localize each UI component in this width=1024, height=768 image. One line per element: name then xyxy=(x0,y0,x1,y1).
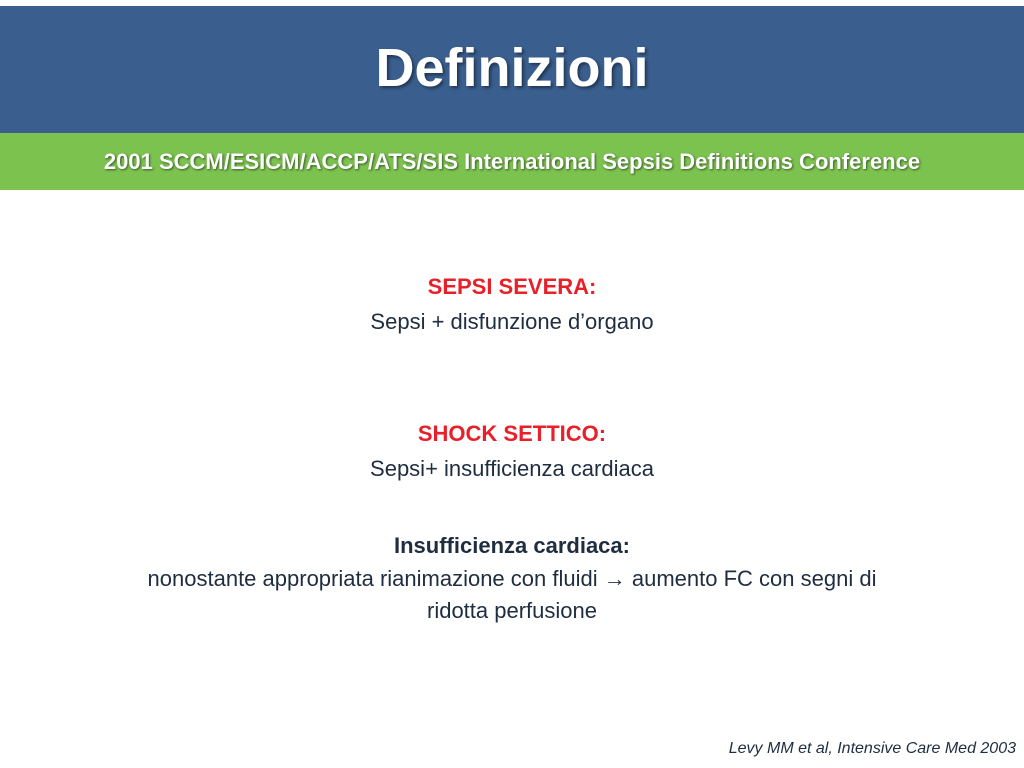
section-insufficienza-cardiaca xyxy=(60,533,964,627)
section-shock-settico xyxy=(60,421,964,485)
citation: Levy MM et al, Intensive Care Med 2003 xyxy=(728,740,1016,757)
subtitle-bar xyxy=(0,133,1024,190)
section-sepsi-severa xyxy=(60,274,964,338)
right-arrow-icon: → xyxy=(603,566,626,591)
section-heading: Insufficienza cardiaca: xyxy=(394,533,630,558)
section-text-line2: ridotta perfusione xyxy=(427,598,597,623)
section-text-line1 xyxy=(60,563,964,595)
slide-subtitle: 2001 SCCM/ESICM/ACCP/ATS/SIS International Sepsis Definitions Conference xyxy=(103,148,921,174)
section-text: Sepsi + disfunzione d’organo xyxy=(370,309,654,334)
section-heading: SEPSI SEVERA: xyxy=(427,274,597,299)
text-after-arrow: aumento FC con segni di xyxy=(631,566,877,591)
section-heading: SHOCK SETTICO: xyxy=(417,421,607,446)
slide-title: Definizioni xyxy=(375,37,649,98)
text-before-arrow: nonostante appropriata rianimazione con fluidi xyxy=(147,566,598,591)
section-text: Sepsi+ insufficienza cardiaca xyxy=(370,456,654,481)
title-bar xyxy=(0,6,1024,133)
